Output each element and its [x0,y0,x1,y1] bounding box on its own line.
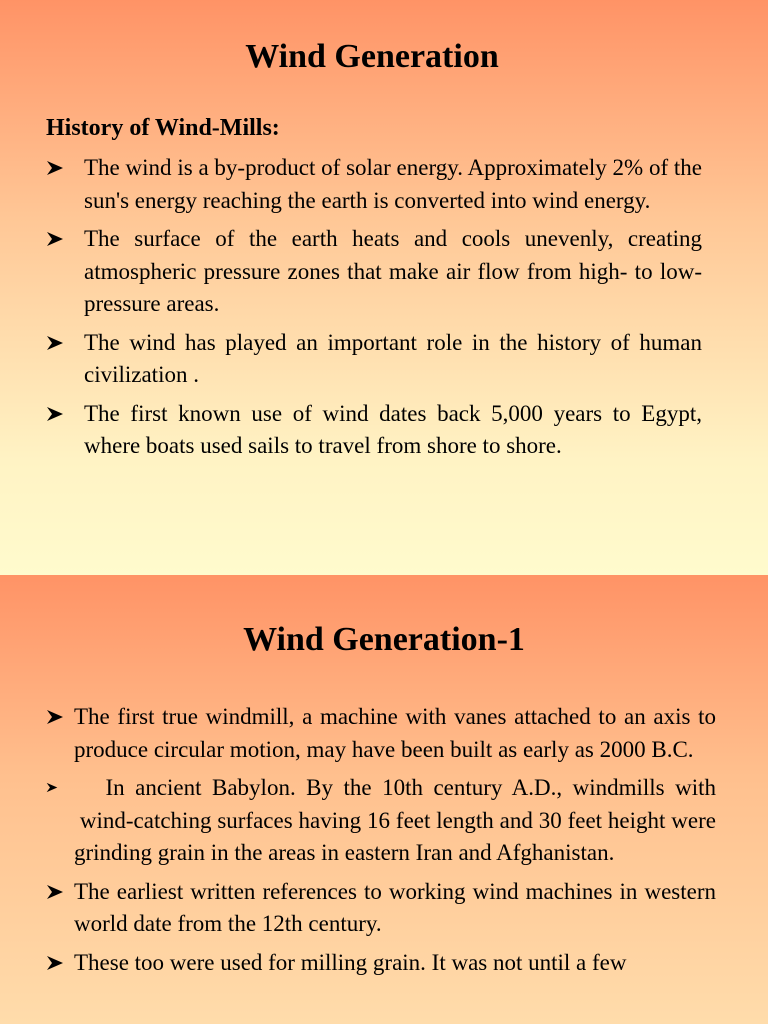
slide-2 [0,575,768,1024]
bullet-item [46,152,702,217]
slide-1-subheading: History of Wind-Mills: [46,115,280,141]
arrow-bullet-icon [46,406,64,422]
bullet-text: The first true windmill, a machine with vanes attached to an axis to produce circular motion, may have been built as early as 2000 B.C. [74,704,716,762]
bullet-item [46,947,716,980]
arrow-bullet-icon [46,884,64,900]
slide-2-title: Wind Generation-1 [243,621,525,658]
arrow-bullet-icon [46,709,64,725]
bullet-text: The wind has played an important role in the history of human civilization . [84,329,702,387]
arrow-bullet-icon [46,231,64,247]
arrow-bullet-icon [46,335,64,351]
bullet-text: The earliest written references to working wind machines in western world date from the 12th century. [74,878,716,936]
arrow-bullet-icon [46,782,58,793]
slide-1-title: Wind Generation [245,38,499,75]
bullet-text: The surface of the earth heats and cools unevenly, creating atmospheric pressure zones that make air flow from high- to low-pressure areas. [84,226,702,316]
bullet-item [46,772,716,870]
bullet-item [46,327,702,392]
bullet-text: The first known use of wind dates back 5,000 years to Egypt, where boats used sails to travel from shore to shore. [84,400,702,458]
bullet-item [46,876,716,941]
bullet-item [46,701,716,766]
arrow-bullet-icon [46,160,64,176]
bullet-item [46,223,702,321]
arrow-bullet-icon [46,955,64,971]
bullet-text: In ancient Babylon. By the 10th century A.D., windmills with wind-catching surfaces having 16 feet length and 30 feet height were grinding grain in the areas in eastern Iran and Afghanistan. [74,775,716,865]
slide-2-bullet-list [46,701,716,985]
bullet-item [46,398,702,463]
bullet-text: The wind is a by-product of solar energy. Approximately 2% of the sun's energy reaching the earth is converted into wind energy. [84,155,702,213]
bullet-text: These too were used for milling grain. It was not until a few [74,949,627,975]
slide-1-bullet-list [46,152,702,469]
